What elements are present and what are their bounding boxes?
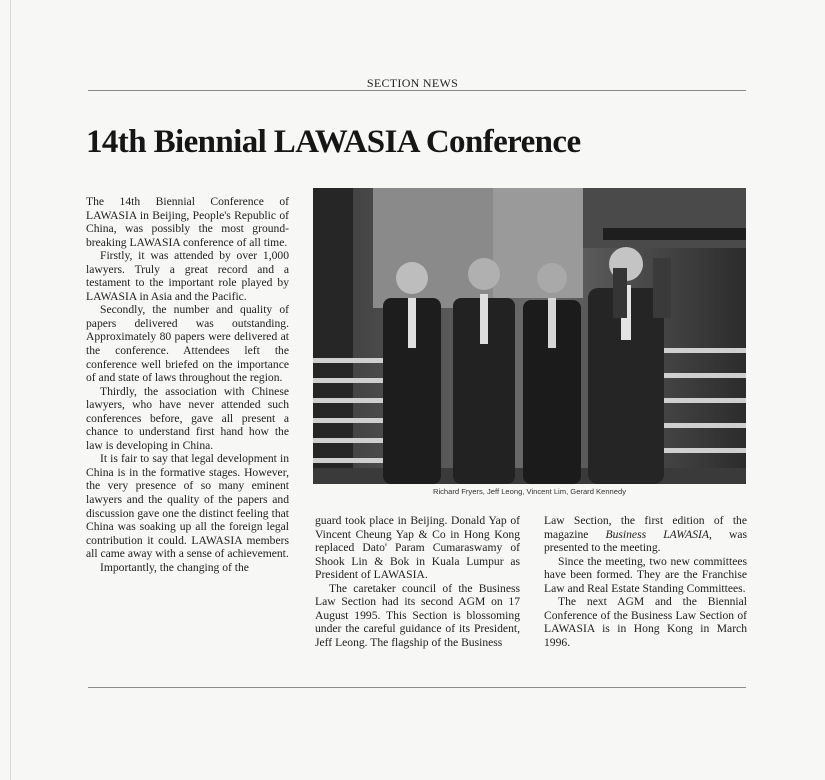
paragraph: It is fair to say that legal development in China is in the formative stages. However, the very presence of so many eminent lawyers and the quality of the papers and discussion gave one the distinct feeling that China was soaking up all the foreign legal contribution it could. LAWASIA members all came away with a sense of achievement.: [86, 452, 289, 561]
article-column-3: [544, 514, 747, 649]
paragraph: The 14th Biennial Conference of LAWASIA in Beijing, People's Republic of China, was possibly the most ground-breaking LAWASIA conference of all time.: [86, 195, 289, 249]
top-rule: [88, 90, 746, 91]
photo-caption: Richard Fryers, Jeff Leong, Vincent Lim, Gerard Kennedy: [432, 487, 627, 496]
paragraph: Importantly, the changing of the: [100, 560, 249, 574]
text-run: Law Section, the first edition of the magazine: [544, 514, 747, 541]
article-column-1: [86, 195, 289, 574]
paragraph: Secondly, the number and quality of papers delivered was outstanding. Approximately 80 papers were delivered at the conference. Attendees left the conference well briefed on the importance of and state of laws throughout the region.: [86, 303, 289, 385]
bottom-rule: [88, 687, 746, 688]
paragraph: The next AGM and the Biennial Conference of the Business Law Section of LAWASIA is in Hong Kong in March 1996.: [544, 595, 747, 649]
paragraph: [544, 514, 747, 555]
conference-photo: [313, 188, 746, 484]
paragraph: Firstly, it was attended by over 1,000 lawyers. Truly a great record and a testament to the important role played by LAWASIA in Asia and the Pacific.: [86, 249, 289, 303]
paragraph: Since the meeting, two new committees have been formed. They are the Franchise Law and Real Estate Standing Committees.: [544, 554, 747, 595]
page-edge: [10, 0, 11, 780]
magazine-title: Business LAWASIA: [605, 527, 709, 541]
article-headline: 14th Biennial LAWASIA Conference: [86, 124, 581, 160]
article-column-2: [315, 514, 520, 649]
group-photo-illustration: [313, 188, 746, 484]
paragraph: The caretaker council of the Business Law Section had its second AGM on 17 August 1995. This Section is blossoming under the careful guidance of its President, Jeff Leong. The flagship of the Business: [315, 581, 520, 649]
paragraph: guard took place in Beijing. Donald Yap of Vincent Cheung Yap & Co in Hong Kong replaced Dato' Param Cumaraswamy of Shook Lin & Bok in Kuala Lumpur as President of LAWASIA.: [315, 514, 520, 582]
paragraph: Thirdly, the association with Chinese lawyers, who have never attended such conferences before, gave all present a chance to understand first hand how the law is developing in China.: [86, 384, 289, 452]
text-run: , was presented to the meeting.: [544, 527, 747, 555]
section-label: SECTION NEWS: [366, 76, 459, 90]
